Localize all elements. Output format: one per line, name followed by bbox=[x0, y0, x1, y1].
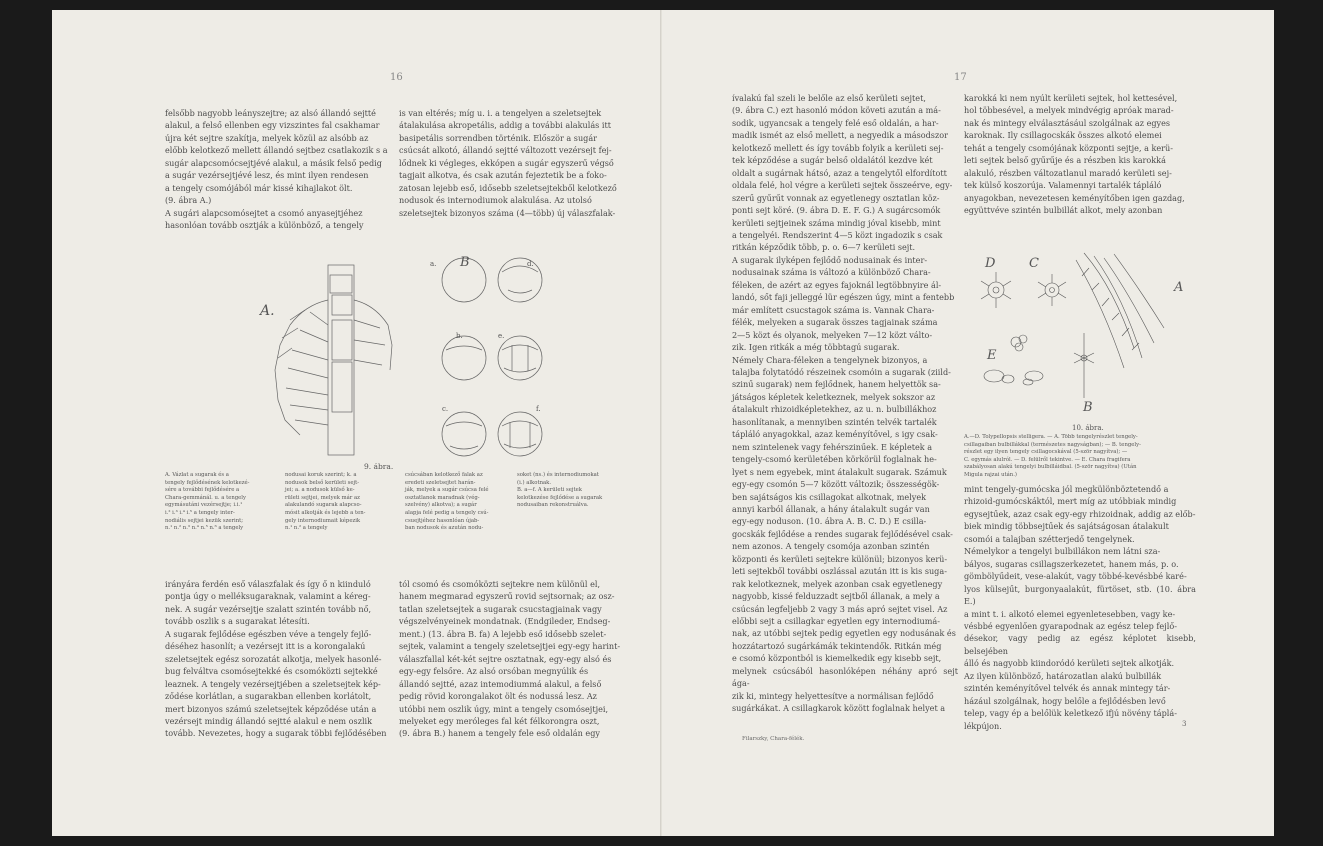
text-line: végszelvényeinek mondatnak. (Endgileder, Endseg- bbox=[399, 616, 611, 627]
figure-10-label-D: D bbox=[985, 256, 996, 271]
text-line: nem azonos. A tengely csomója azonban szintén bbox=[732, 541, 930, 552]
signature-mark: 3 bbox=[1182, 720, 1187, 728]
text-column-left-2-top bbox=[399, 107, 631, 219]
figure-10-caption bbox=[964, 434, 1196, 480]
text-line: oldalt a sugárnak hátsó, azaz a tengelytől elfordított bbox=[732, 167, 947, 178]
text-line: központi és kerületi sejtekre különül; bizonyos kerü- bbox=[732, 553, 948, 564]
caption-line: i.² i.³ i.⁴ i.⁵ a tengely inter- bbox=[165, 509, 235, 516]
text-line: pontja úgy o melléksugaraknak, valamint a kéreg- bbox=[165, 591, 371, 602]
text-line: landó, sőt faji jelleggé lür egészen úgy, mint a fentebb bbox=[732, 292, 955, 303]
text-line: tengely-csomó kerületében körkörül foglalnak he- bbox=[732, 454, 937, 465]
text-line: déséhez hasonlít; a vezérsejt itt is a korongalakú bbox=[165, 641, 366, 652]
caption-line: (i.) alkotnak. bbox=[517, 479, 552, 486]
caption-line: rületi sejtjei, melyek már az bbox=[285, 494, 360, 501]
text-line: oldala felé, hol végre a kerületi sejtek összeérve, egy- bbox=[732, 180, 953, 191]
text-line: szinű sugarak) nem fejlődnek, hanem helyettök sa- bbox=[732, 379, 941, 390]
left-page bbox=[52, 10, 662, 836]
figure-9-label-e: e. bbox=[498, 332, 505, 340]
caption-line: B. a—f. A kerületi sejtek bbox=[517, 487, 582, 494]
text-line: nodusainak száma is változó a különböző Chara- bbox=[732, 267, 931, 278]
caption-line: alakulandó sugarak alapcso- bbox=[285, 502, 362, 509]
text-line: tovább. Nevezetes, hogy a sugarak többi fejlődésében bbox=[165, 728, 387, 739]
text-line: mert bizonyos számú szeletsejtek képződése után a bbox=[165, 703, 377, 714]
caption-line: nodusai koruk szerint; k. a bbox=[285, 472, 357, 478]
text-line: gömbölyűdeit, vese-alakút, vagy többé-kevésbbé karé- bbox=[964, 571, 1187, 582]
text-line: melynek csúcsából hasonlóképen néhány apró sejt ága- bbox=[732, 665, 958, 689]
figure-9-number: 9. ábra. bbox=[364, 462, 394, 471]
text-line: is van eltérés; míg u. i. a tengelyen a szeletsejtek bbox=[399, 108, 602, 118]
text-line: nek. A sugár vezérsejtje szalatt szintén tovább nő, bbox=[165, 603, 372, 614]
text-line: átalakult rhizoidképletekhez, az u. n. bulbillákhoz bbox=[732, 404, 937, 415]
text-line: tápláló anyagokkal, azaz keményítővel, s igy csak- bbox=[732, 429, 938, 440]
figure-9-caption-col3 bbox=[405, 472, 513, 533]
text-line: anyagokban, nevezetesen keményítőben igen gazdag, bbox=[964, 192, 1185, 203]
figure-9-label-B: B bbox=[460, 255, 470, 270]
caption-line: szabályosan alakú tengelyi bulbilláidbal. (5-ször nagyítva) (Után bbox=[964, 464, 1137, 471]
text-line: e csomó központból is kiemelkedik egy kisebb sejt, bbox=[732, 653, 942, 664]
text-line: szeletsejtek egész sorozatát alkotja, melyek hasonlé- bbox=[165, 653, 382, 664]
text-line: tovább oszlik s a sugarakat létesíti. bbox=[165, 616, 310, 627]
text-line: csúcsát alkotó, állandó sejtté változott vezérsejt fej- bbox=[399, 145, 612, 156]
text-line: rak kelotkeznek, melyek azonban csak egyetlenegy bbox=[732, 578, 943, 589]
text-line: lyet s nem egyebek, mint átalakult sugarak. Számuk bbox=[732, 466, 947, 477]
text-line: pedig rövid korongalakot ölt és nodussá lesz. Az bbox=[399, 691, 597, 702]
figure-10-label-B: B bbox=[1083, 400, 1093, 415]
right-page bbox=[662, 10, 1274, 836]
text-line: nak, az utóbbi sejtek pedig egyetlen egy nodusának és bbox=[732, 628, 956, 639]
figure-9-label-a: a. bbox=[430, 260, 437, 268]
text-line: játságos képletek keletkeznek, melyek sokszor az bbox=[732, 391, 936, 402]
page-number-right: 17 bbox=[954, 72, 967, 83]
text-line: leaznek. A tengely vezérsejtjében a szeletsejtek kép- bbox=[165, 678, 381, 689]
text-line: ződése korlátlan, a sugarakban ellenben korlátolt, bbox=[165, 691, 372, 702]
caption-line: csuejtjéhez hasonlóan újab- bbox=[405, 517, 480, 524]
caption-line: soket (ns.) és internodiumokat bbox=[517, 472, 599, 478]
text-column-left-1-top bbox=[165, 107, 397, 232]
text-line: alakuló, részben változatlanul maradó kerületi sej- bbox=[964, 167, 1172, 178]
text-line: újra két sejtre szakítja, melyek közül az alsóbb az bbox=[165, 132, 369, 143]
text-line: A sugarak fejlődése egészben véve a tengely fejlő- bbox=[165, 628, 372, 639]
text-line: madik ismét az első mellett, a negyedik a másodszor bbox=[732, 130, 948, 141]
text-line: válaszfallal két-két sejtre osztatnak, egy-egy alsó és bbox=[399, 653, 612, 664]
text-line: előbb kelotkező mellett állandó sejtbez csatlakozik s a bbox=[165, 145, 388, 156]
text-line: hanem megmarad egyszerű rovid sejtsornak; az osz- bbox=[399, 591, 615, 602]
caption-line: gely internodiumait képezik bbox=[285, 517, 361, 524]
text-line: tehát a tengely csomójának központi sejtje, a kerü- bbox=[964, 142, 1174, 153]
figure-9-label-d: d. bbox=[527, 260, 534, 268]
text-column-right-2-top bbox=[964, 92, 1196, 217]
text-line: basipetális sorrendben történik. Először a sugár bbox=[399, 132, 598, 143]
text-line: gocskák fejlődése a rendes sugarak fejlődésével csak- bbox=[732, 528, 953, 539]
text-line: leti sejtek belső gyűrűje és a részben kis karokká bbox=[964, 155, 1166, 166]
caption-line: A.—D. Tolypellopsis stelligera. — A. Több tengelyrészlet tengely- bbox=[964, 434, 1138, 440]
text-line: kelotkező mellett és így tovább folyik a kerületi sej- bbox=[732, 142, 944, 153]
caption-line: csillagaiban bulbillákkal (természetes nagyságban); — B. tengely- bbox=[964, 441, 1141, 448]
text-line: szeletsejtek bizonyos száma (4—több) új válaszfalak- bbox=[399, 207, 616, 218]
figure-9-caption-col2 bbox=[285, 472, 401, 533]
text-line: sugár alapcsomócsejtjévé alakul, a másik felső pedig bbox=[165, 157, 382, 168]
figure-9-label-f: f. bbox=[536, 405, 541, 413]
text-line: 2—5 közt és olyanok, melyeken 7—12 közt válto- bbox=[732, 329, 933, 340]
text-line: egy-egy csomón 5—7 között változik; összességök- bbox=[732, 479, 940, 490]
caption-line: egymásutáni vezérsejtje; i.i.¹ bbox=[165, 502, 243, 509]
text-line: a sugár vezérsejtjévé lesz, és mint ilyen rendesen bbox=[165, 170, 369, 181]
text-line: alakul, a felső ellenben egy vizszintes fal csakhamar bbox=[165, 120, 380, 131]
text-line: kerületi sejtjeinek száma mindig jóval kisebb, mint bbox=[732, 217, 941, 228]
text-line: hozzátartozó sugárkámák tekintendők. Ritkán még bbox=[732, 640, 942, 651]
figure-9-label-A: A. bbox=[260, 303, 275, 319]
figure-10-label-C: C bbox=[1029, 256, 1039, 271]
text-line: tagjait alkotva, és csak azután fejeztetik be a foko- bbox=[399, 170, 607, 181]
text-line: hasonlítanak, a mennyiben szintén telvék tartalék bbox=[732, 416, 937, 427]
text-line: csomói a talajban szétterjedő tengelynek. bbox=[964, 533, 1135, 544]
text-line: A sugári alapcsomósejtet a csomó anyasejtjéhez bbox=[165, 207, 363, 218]
caption-line: n.¹ n.² a tengely bbox=[285, 525, 328, 532]
caption-line: tengely fejlődésének kelotkezé- bbox=[165, 479, 250, 486]
figure-10-label-A: A bbox=[1174, 280, 1184, 295]
text-line: nem szintelenek vagy fehérszinűek. E képletek a bbox=[732, 441, 933, 452]
text-line: egy-egy felsőre. Az alsó orsóban megnyúlik és bbox=[399, 666, 589, 677]
caption-line: Chara-gemmánál. u. a tengely bbox=[165, 494, 246, 501]
figure-10-label-E: E bbox=[987, 348, 997, 363]
text-line: (9. ábra B.) hanem a tengely fele eső oldalán egy bbox=[399, 728, 600, 739]
text-line: bályos, sugaras csillagszerkezetet, hanem más, p. o. bbox=[964, 558, 1179, 569]
caption-line: ban nodusok és azután nodu- bbox=[405, 525, 484, 532]
text-line: talajba folytatódó részeinek csomóin a sugarak (ziild- bbox=[732, 366, 951, 377]
caption-line: jei; a. a nodusok külső ke- bbox=[285, 487, 355, 494]
text-line: házául szolgálnak, hogy belőle a fejlődésben levő bbox=[964, 695, 1166, 706]
text-line: tatlan szeletsejtek a sugarak csucstagjainak vagy bbox=[399, 603, 602, 614]
text-line: már említett csucstagok száma is. Vannak Chara- bbox=[732, 304, 935, 315]
caption-line: n.¹ n.² n.³ n.⁴ n.⁵ n.⁶ a tengely bbox=[165, 525, 244, 532]
text-line: (9. ábra C.) ezt hasonló módon követi azután a má- bbox=[732, 105, 941, 116]
figure-10-number: 10. ábra. bbox=[1072, 424, 1104, 432]
text-line: nak és mintegy elválasztásául szolgálnak az egyes bbox=[964, 117, 1171, 128]
text-line: hasonlóan tovább osztják a különböző, a tengely bbox=[165, 220, 364, 231]
text-line: nodusok és internodiumok alakulása. Az utolsó bbox=[399, 195, 592, 206]
caption-line: A. Vázlat a sugarak és a bbox=[165, 472, 229, 478]
text-line: ritkán képződik több, p. o. 6—7 kerületi sejt. bbox=[732, 242, 916, 253]
caption-line: nodusaiban rekonstruálva. bbox=[517, 502, 589, 509]
text-column-left-2-bottom bbox=[399, 578, 631, 740]
text-line: karokká ki nem nyúlt kerületi sejtek, hol kettesével, bbox=[964, 93, 1178, 103]
text-line: ívalakú fal szeli le belőle az első kerületi sejtet, bbox=[732, 93, 926, 103]
figure-9-label-b: b. bbox=[456, 332, 463, 340]
text-line: csúcsán legfeljebb 2 vagy 3 más apró sejtet visel. Az bbox=[732, 603, 948, 614]
text-line: lékpújon. bbox=[964, 720, 1002, 731]
text-line: vezérsejt mindig állandó sejtté alakul e nem oszlik bbox=[165, 715, 373, 726]
text-line: rhizoid-gumócskáktól, mert míg az utóbbiak mindig bbox=[964, 496, 1177, 507]
text-line: zatosan lejebb eső, idősebb szeletsejtekből kelotkező bbox=[399, 182, 617, 193]
text-line: zik. Igen ritkák a még többtagú sugarak. bbox=[732, 342, 900, 353]
page-footer: Filarszky, Chara-félék. bbox=[742, 736, 805, 742]
caption-line: C. egymás alulról. — D. felülről tekintve. — E. Chara fragifera bbox=[964, 456, 1131, 463]
text-line: ponti sejt köré. (9. ábra D. E. F. G.) A sugárcsomók bbox=[732, 205, 941, 216]
text-line: irányára ferdén eső válaszfalak és így ő n kiinduló bbox=[165, 579, 371, 589]
caption-line: eredeti szeletsejtet harán- bbox=[405, 479, 476, 486]
text-line: egysejtűek, azaz csak egy-egy rhizoidnak, addig az előb- bbox=[964, 508, 1196, 519]
figure-9-caption-col1 bbox=[165, 472, 281, 533]
text-line: előbbi sejt a csillagkar egyetlen egy internodiumá- bbox=[732, 616, 940, 627]
text-line: karoknak. Ily csillagocskák összes alkotó elemei bbox=[964, 130, 1162, 141]
text-line: féleken, de azért az egyes fajoknál legtöbbnyire ál- bbox=[732, 279, 942, 290]
text-line: Az ilyen különböző, határozatlan alakú bulbillák bbox=[964, 670, 1162, 681]
text-line: a tengelyéi. Rendszerint 4—5 közt ingadozik s csak bbox=[732, 229, 943, 240]
text-line: egy-egy noduson. (10. ábra A. B. C. D.) E csilla- bbox=[732, 516, 927, 527]
caption-line: osztatlanok maradnak (vég- bbox=[405, 494, 480, 501]
text-line: bug felváltva csomósejtekké és csomóközti sejtekké bbox=[165, 666, 378, 677]
caption-line: ják, melyek a sugár csúcsa felé bbox=[405, 487, 489, 494]
figure-10-drawing bbox=[964, 248, 1196, 418]
text-line: désekor, vagy pedig az egész képlotet kisebb, belsejében bbox=[964, 633, 1196, 656]
figure-9-drawing bbox=[250, 250, 570, 465]
text-line: tek képződése a sugár belső oldalától kezdve két bbox=[732, 155, 933, 166]
caption-line: nodusok belső kerületi sejt- bbox=[285, 479, 360, 486]
caption-line: sére a további fejlődésére a bbox=[165, 487, 240, 494]
text-line: hol többesével, a melyek mindvégig apróak marad- bbox=[964, 105, 1174, 116]
text-line: zik ki, mintegy helyettesítve a normálisan fejlődő bbox=[732, 690, 934, 701]
text-line: álló és nagyobb kiindoródó kerületi sejtek alkotják. bbox=[964, 658, 1175, 669]
caption-line: Migula rajzai után.) bbox=[964, 471, 1017, 478]
figure-9-label-c: c. bbox=[442, 405, 449, 413]
text-line: szintén keményítővel telvék és annak mintegy tár- bbox=[964, 683, 1171, 694]
text-line: biek mindig többsejtűek és sajátságosan átalakult bbox=[964, 521, 1169, 532]
text-line: felsőbb nagyobb leányszejtre; az alsó állandó sejtté bbox=[165, 108, 376, 118]
caption-line: szelvény) alkotva); a sugár bbox=[405, 502, 477, 509]
text-line: tól csomó és csomóközti sejtekre nem különül el, bbox=[399, 579, 601, 589]
caption-line: alapja felé pedig a tengely csú- bbox=[405, 509, 489, 516]
text-line: telep, vagy ép a belőlük keletkező ifjú növény táplá- bbox=[964, 708, 1177, 719]
text-line: szerű gyűrűt vonnak az egyetlenegy osztatlan köz- bbox=[732, 192, 940, 203]
text-line: annyi karból állanak, a hány átalakult sugár van bbox=[732, 503, 930, 514]
text-line: sejtek, valamint a tengely szeletsejtjei egy-egy harint- bbox=[399, 641, 621, 652]
caption-line: mósit alkotják és lejebb a ten- bbox=[285, 509, 366, 516]
text-line: nagyobb, kissé felduzzadt sejtből állanak, a mely a bbox=[732, 591, 940, 602]
text-line: (9. ábra A.) bbox=[165, 195, 212, 206]
text-column-left-1-bottom bbox=[165, 578, 397, 740]
text-line: lyos külsejűt, burgonyaalakút, fürtöset, stb. (10. ábra E.) bbox=[964, 583, 1196, 607]
text-line: melyeket egy meróleges fal két félkorongra oszt, bbox=[399, 715, 600, 726]
text-line: félék, melyeken a sugarak összes tagjainak száma bbox=[732, 317, 938, 328]
text-line: lődnek ki végleges, ekkópen a sugár egyszerű végső bbox=[399, 157, 614, 168]
text-line: sodik, ugyancsak a tengely felé eső oldalán, a har- bbox=[732, 117, 939, 128]
text-line: a mint t. i. alkotó elemei egyenletesebben, vagy ke- bbox=[964, 608, 1176, 619]
figure-9-caption-col4 bbox=[517, 472, 629, 510]
caption-line: részlet egy ilyen tengely csillagocskával (5-ször nagyítva); — bbox=[964, 449, 1128, 456]
text-column-right-2-bottom bbox=[964, 483, 1196, 732]
text-line: együttvéve szintén bulbillát alkot, mely azonban bbox=[964, 205, 1163, 216]
text-line: utóbbi nem oszlik úgy, mint a tengely csomósejtjei, bbox=[399, 703, 609, 714]
text-column-right-1 bbox=[732, 92, 958, 715]
text-line: tek külső koszorúja. Valamennyi tartalék tápláló bbox=[964, 180, 1162, 191]
text-line: Némely Chara-féleken a tengelynek bizonyos, a bbox=[732, 354, 928, 365]
text-line: leti sejtekből további oszlással azután itt is kis suga- bbox=[732, 566, 947, 577]
text-line: ment.) (13. ábra B. fa) A lejebb eső idősebb szelet- bbox=[399, 628, 607, 639]
text-line: állandó sejtté, azaz intemodiummá alakul, a felső bbox=[399, 678, 602, 689]
text-line: vésbbé egyenlően gyarapodnak az egész telep fejlő- bbox=[964, 620, 1177, 631]
text-line: mint tengely-gumócska jól megkülönböztetendő a bbox=[964, 484, 1169, 494]
text-line: átalakulása akropetális, addig a további alakulás itt bbox=[399, 120, 611, 131]
page-number-left: 16 bbox=[390, 72, 403, 83]
text-line: Némelykor a tengelyi bulbillákon nem látni sza- bbox=[964, 546, 1161, 557]
text-line: A sugarak ilyképen fejlődő nodusainak és inter- bbox=[732, 254, 928, 265]
text-line: a tengely csomójából már kissé kihajlakot ölt. bbox=[165, 182, 353, 193]
caption-line: nodiális sejtjei kezük szerint; bbox=[165, 517, 244, 524]
caption-line: csúcsában kelotkező falak az bbox=[405, 472, 483, 478]
text-line: sugárkákat. A csillagkarok között foglalnak helyet a bbox=[732, 703, 946, 714]
text-line: ben sajátságos kis csillagokat alkotnak, melyek bbox=[732, 491, 927, 502]
caption-line: kelotkezése fejlődése a sugarak bbox=[517, 494, 603, 501]
